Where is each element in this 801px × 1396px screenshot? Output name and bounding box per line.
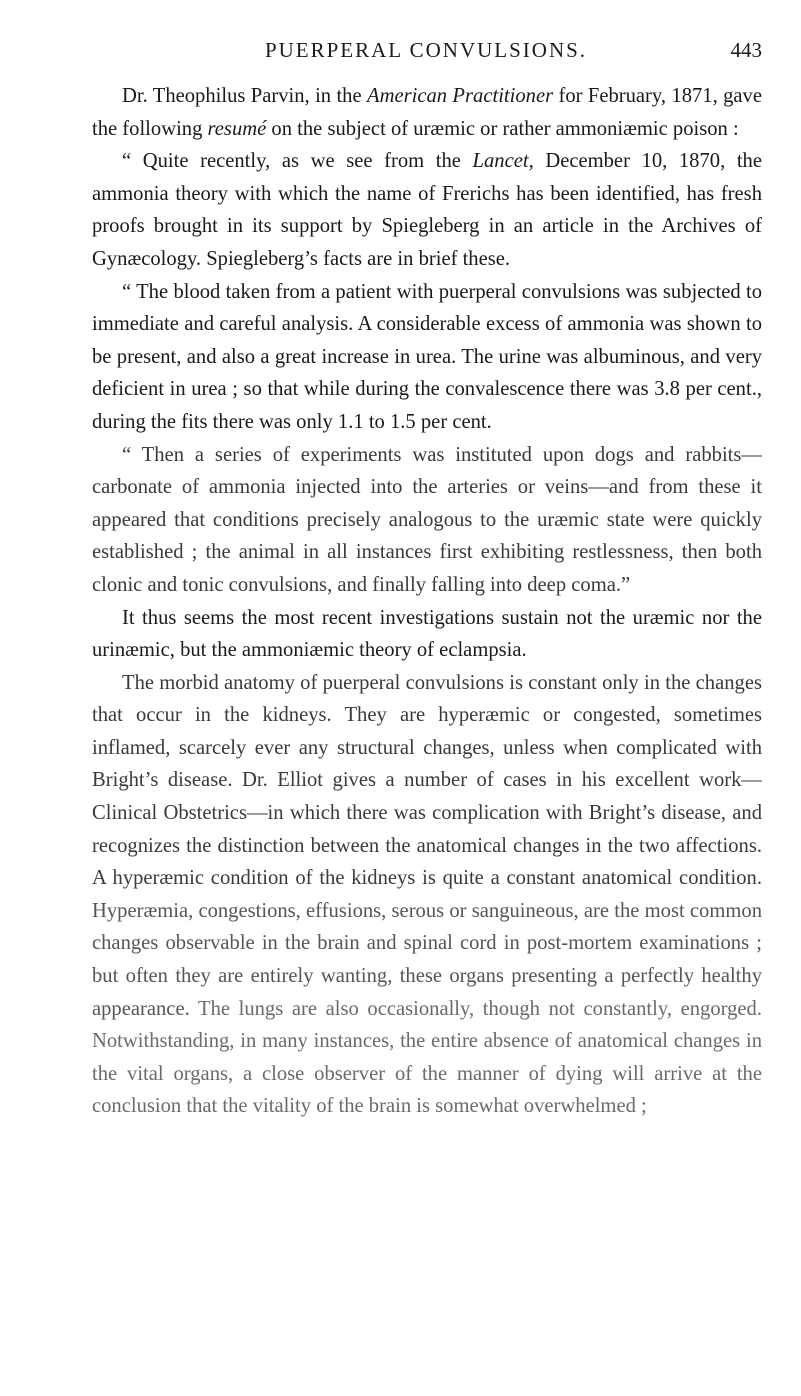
running-head bbox=[90, 38, 762, 68]
body-text bbox=[92, 80, 762, 1123]
paragraph-ammoniaemic-theory: It thus seems the most recent investigations sustain not the uræmic nor the urinæmic, but the ammoniæmic theory of eclampsia. bbox=[92, 606, 762, 662]
paragraph-lancet-quote: “ Quite recently, as we see from the Lancet, December 10, 1870, the ammonia theory with which the name of Frerichs has been identified, has fresh proofs brought in its support by Spiegleberg in an article in the Archives of Gynæcology. Spiegleberg’s facts are in brief these. bbox=[92, 150, 762, 270]
journal-title: Lancet, bbox=[472, 150, 534, 173]
paragraph-blood-analysis: “ The blood taken from a patient with puerperal convulsions was subjected to immediate and careful analysis. A considerable excess of ammonia was shown to be present, and also a great increase in urea. The urine was albuminous, and very deficient in urea ; so that while during the convalescence there was 3.8 per cent., during the fits there was only 1.1 to 1.5 per cent. bbox=[92, 280, 762, 433]
italic-term: resumé bbox=[207, 117, 267, 140]
journal-title: American Practitioner bbox=[367, 85, 554, 107]
paragraph-experiments: “ Then a series of experiments was instituted upon dogs and rabbits—carbonate of ammonia injected into the arteries or veins—and from these it appeared that conditions precisely analogous to the uræmic state were quickly established ; the animal in all instances first exhibiting restlessness, then both clonic and tonic convulsions, and finally falling into deep coma.” bbox=[92, 443, 762, 596]
page-number: 443 bbox=[730, 38, 762, 62]
paragraph-morbid-anatomy: The morbid anatomy of puerperal convulsions is constant only in the changes that occur in the kidneys. They are hyperæmic or congested, sometimes inflamed, scarcely ever any structural changes, unless when complicated with Bright’s disease. Dr. Elliot gives a number of cases in his excellent work—Clinical Obstetrics—in which there was complication with Bright’s disease, and recognizes the distinction between the anatomical changes in the two affections. A hyperæmic condition of the kidneys is quite a constant anatomical condition. Hyperæmia, congestions, effusions, serous or sanguineous, are the most common changes observable in the brain and spinal cord in post-mortem examinations ; but often they are entirely wanting, these organs presenting a perfectly healthy appearance. The lungs are also occasionally, though not constantly, engorged. Notwithstanding, in many instances, the entire absence of anatomical changes in the vital organs, a close observer of the manner of dying will arrive at the conclusion that the vitality of the brain is somewhat overwhelmed ; bbox=[92, 671, 762, 1118]
paragraph-parvin-resume: Dr. Theophilus Parvin, in the American Practitioner for February, 1871, gave the following resumé on the subject of uræmic or rather ammoniæmic poison : bbox=[92, 85, 762, 140]
running-title: PUERPERAL CONVULSIONS. bbox=[264, 38, 588, 62]
